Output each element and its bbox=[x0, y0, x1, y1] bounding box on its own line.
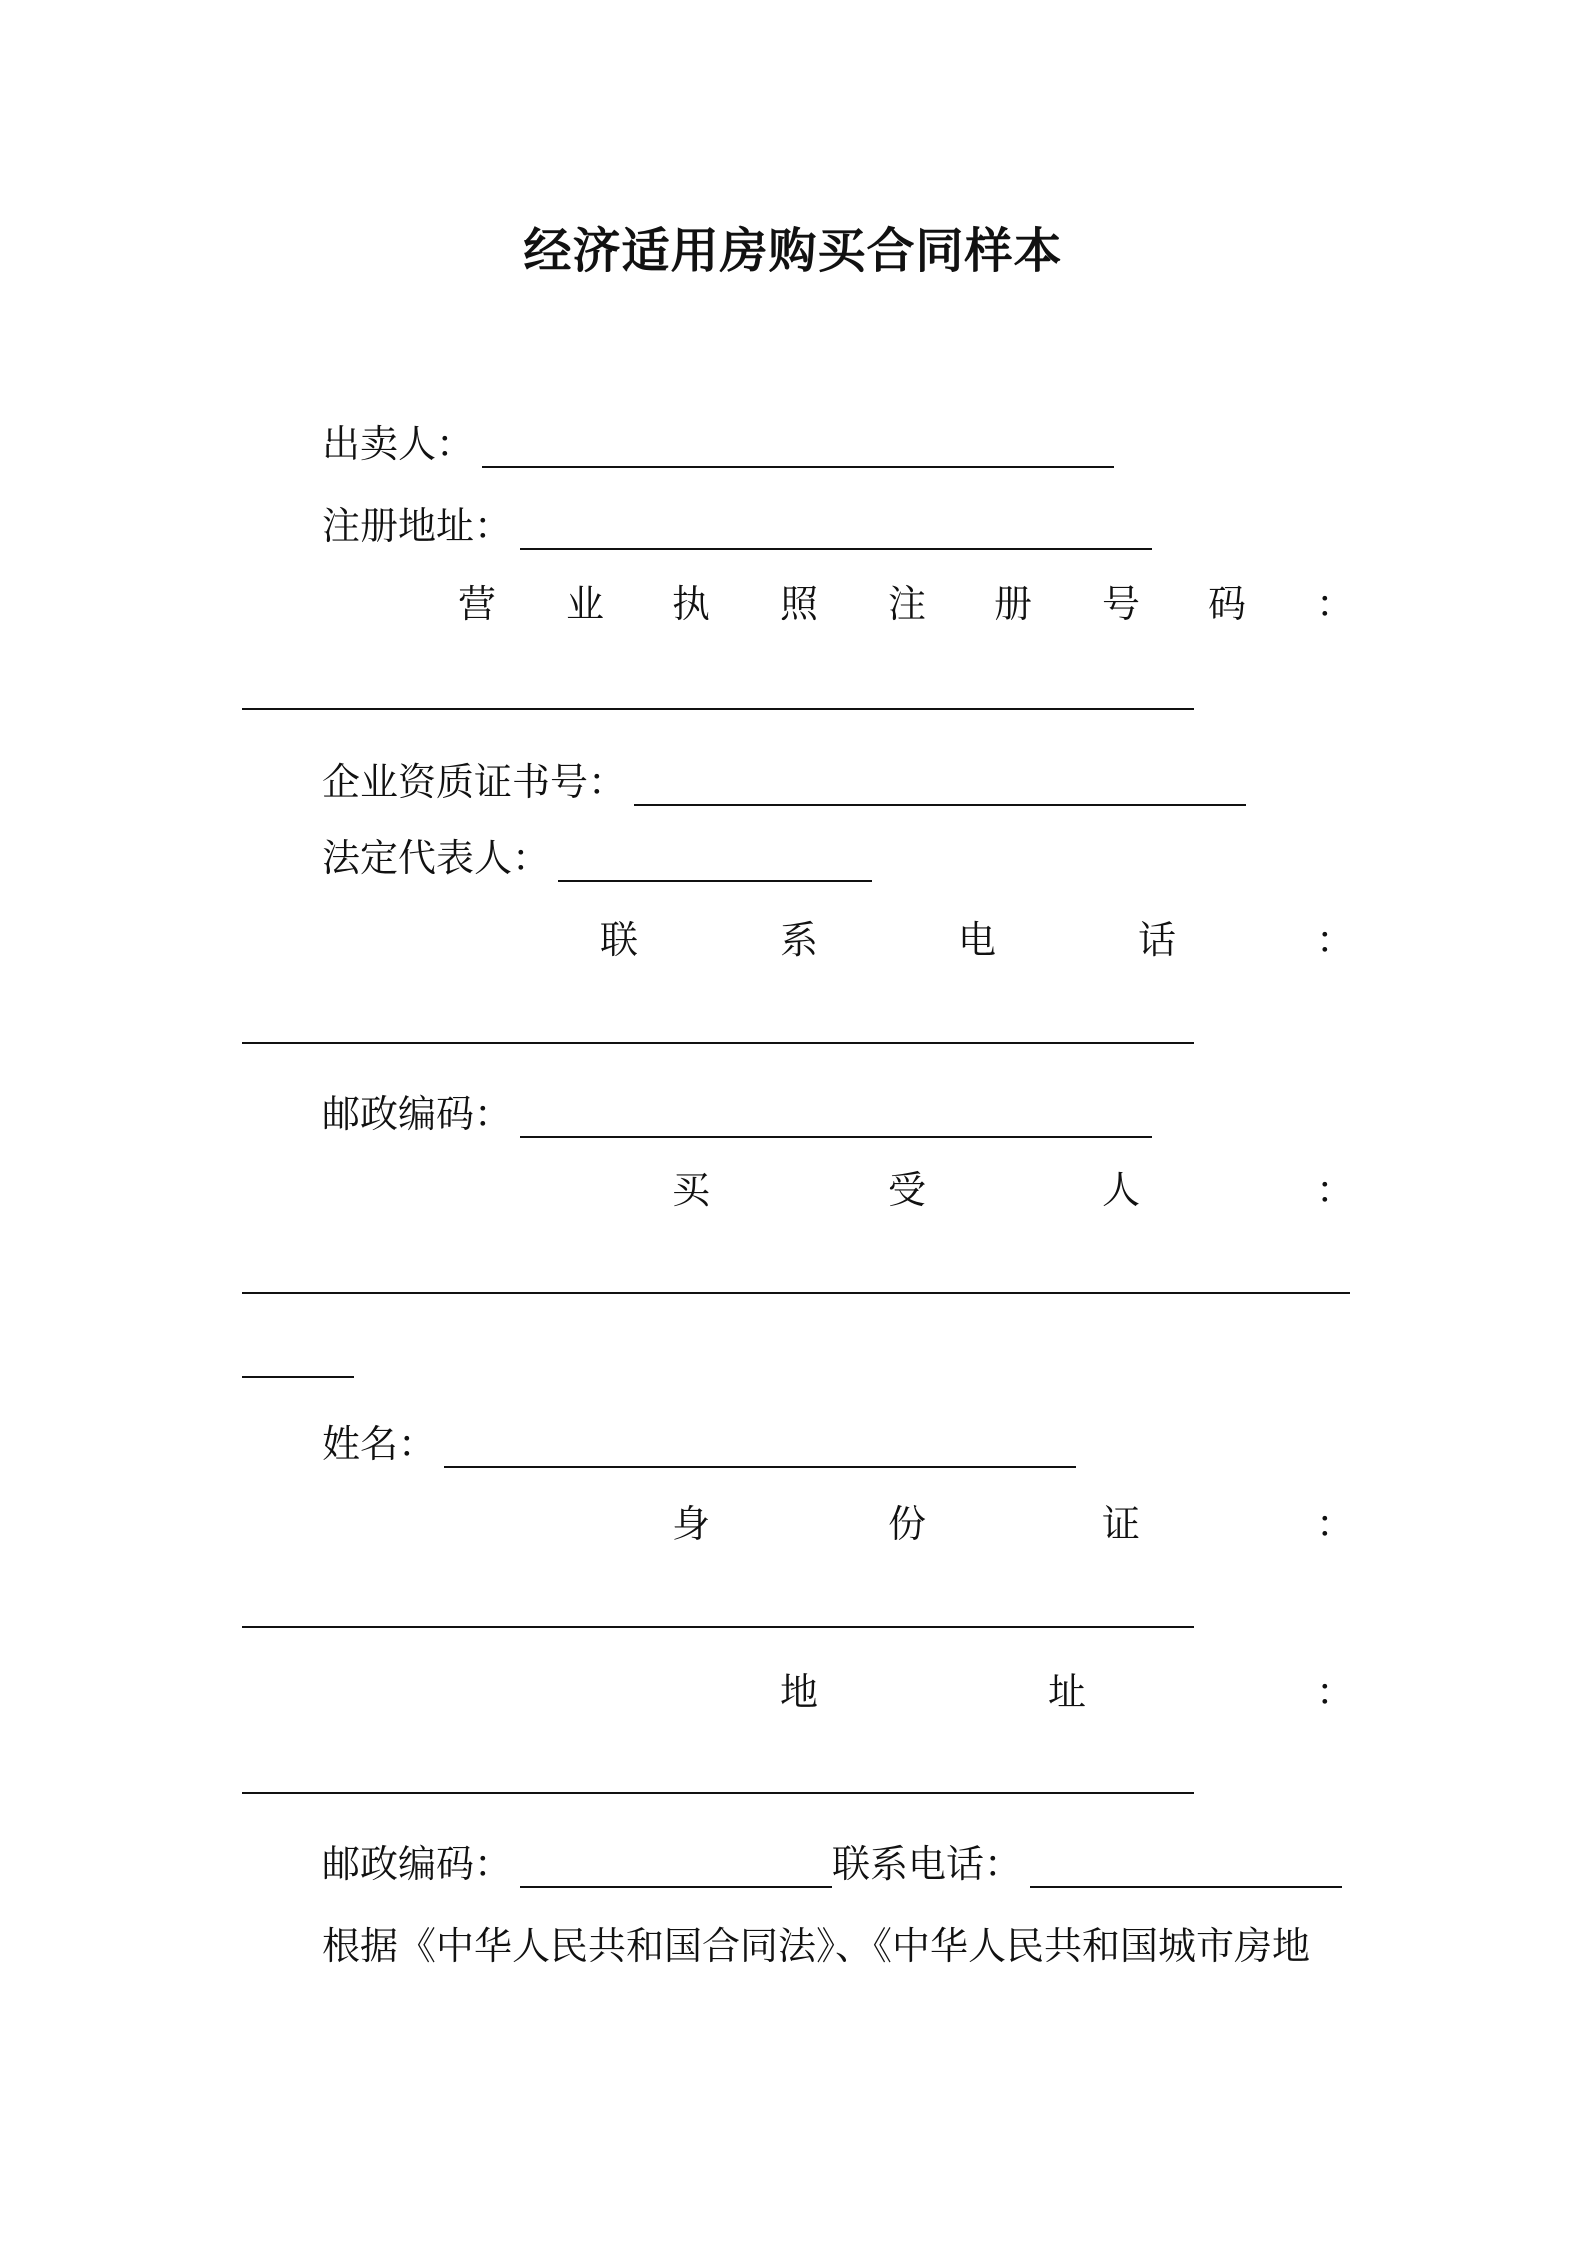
license-char: 照 bbox=[780, 582, 819, 626]
id-card-blank-line bbox=[242, 1590, 1194, 1628]
qualification-line bbox=[322, 758, 1246, 806]
license-char: 营 bbox=[458, 582, 497, 626]
license-char: ： bbox=[1316, 582, 1355, 626]
buyer-contact-line bbox=[322, 1840, 1342, 1888]
business-license-label bbox=[0, 580, 1586, 628]
buyer-char: 买 bbox=[672, 1168, 711, 1212]
buyer-postcode-blank[interactable] bbox=[520, 1850, 832, 1888]
id-card-blank[interactable] bbox=[242, 1590, 1194, 1628]
id-card-label bbox=[0, 1500, 1586, 1548]
buyer-char: 人 bbox=[1102, 1168, 1141, 1212]
phone-char: 话 bbox=[1138, 918, 1177, 962]
qualification-label: 企业资质证书号： bbox=[322, 760, 627, 804]
seller-phone-label bbox=[0, 916, 1586, 964]
registered-address-blank[interactable] bbox=[520, 512, 1152, 550]
license-char: 执 bbox=[672, 582, 711, 626]
id-char: ： bbox=[1316, 1502, 1355, 1546]
seller-blank[interactable] bbox=[482, 430, 1114, 468]
name-line bbox=[322, 1420, 1076, 1468]
id-char: 身 bbox=[672, 1502, 711, 1546]
buyer-label bbox=[0, 1166, 1586, 1214]
seller-postcode-line bbox=[322, 1090, 1152, 1138]
buyer-blank[interactable] bbox=[242, 1256, 1350, 1294]
buyer-blank-line-2 bbox=[242, 1340, 354, 1378]
intro-paragraph bbox=[322, 1922, 1310, 1970]
license-char: 注 bbox=[888, 582, 927, 626]
buyer-address-blank[interactable] bbox=[242, 1756, 1194, 1794]
buyer-phone-blank[interactable] bbox=[1030, 1850, 1342, 1888]
buyer-address-label bbox=[0, 1668, 1586, 1716]
id-char: 份 bbox=[888, 1502, 927, 1546]
id-char: 证 bbox=[1102, 1502, 1141, 1546]
name-blank[interactable] bbox=[444, 1430, 1076, 1468]
buyer-address-blank-line bbox=[242, 1756, 1194, 1794]
intro-text: 根据《中华人民共和国合同法》、《中华人民共和国城市房地 bbox=[322, 1924, 1311, 1968]
name-label: 姓名： bbox=[322, 1422, 437, 1466]
buyer-blank-line bbox=[242, 1256, 1350, 1294]
phone-char: 系 bbox=[780, 918, 819, 962]
seller-line bbox=[322, 420, 1114, 468]
qualification-blank[interactable] bbox=[634, 768, 1246, 806]
license-char: 业 bbox=[566, 582, 605, 626]
address-char: ： bbox=[1316, 1670, 1355, 1714]
buyer-phone-label: 联系电话： bbox=[832, 1842, 1023, 1886]
buyer-postcode-label: 邮政编码： bbox=[322, 1842, 513, 1886]
business-license-blank-line bbox=[242, 672, 1194, 710]
phone-char: 电 bbox=[958, 918, 997, 962]
seller-phone-blank[interactable] bbox=[242, 1006, 1194, 1044]
license-char: 号 bbox=[1102, 582, 1141, 626]
buyer-blank-continued[interactable] bbox=[242, 1340, 354, 1378]
registered-address-line bbox=[322, 502, 1152, 550]
seller-postcode-label: 邮政编码： bbox=[322, 1092, 513, 1136]
address-char: 址 bbox=[1048, 1670, 1087, 1714]
buyer-char: ： bbox=[1316, 1168, 1355, 1212]
legal-rep-line bbox=[322, 834, 872, 882]
legal-rep-label: 法定代表人： bbox=[322, 836, 551, 880]
license-char: 码 bbox=[1208, 582, 1247, 626]
seller-postcode-blank[interactable] bbox=[520, 1100, 1152, 1138]
document-title: 经济适用房购买合同样本 bbox=[523, 223, 1063, 279]
seller-phone-blank-line bbox=[242, 1006, 1194, 1044]
license-char: 册 bbox=[994, 582, 1033, 626]
legal-rep-blank[interactable] bbox=[558, 844, 872, 882]
buyer-char: 受 bbox=[888, 1168, 927, 1212]
phone-char: ： bbox=[1316, 918, 1355, 962]
phone-char: 联 bbox=[600, 918, 639, 962]
business-license-blank[interactable] bbox=[242, 672, 1194, 710]
registered-address-label: 注册地址： bbox=[322, 504, 513, 548]
address-char: 地 bbox=[780, 1670, 819, 1714]
seller-label: 出卖人： bbox=[322, 422, 475, 466]
